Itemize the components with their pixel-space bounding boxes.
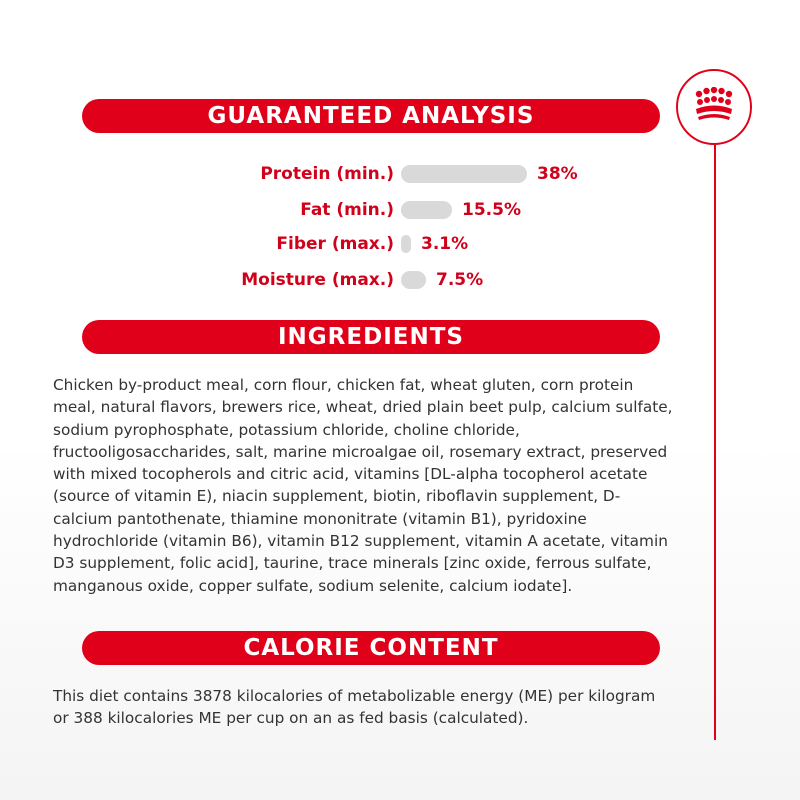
analysis-label: Moisture (max.) <box>241 270 394 290</box>
analysis-bar <box>401 165 527 183</box>
analysis-value: 38% <box>537 164 578 184</box>
analysis-row <box>0 268 800 292</box>
analysis-row <box>0 162 800 186</box>
section-title: INGREDIENTS <box>278 324 464 350</box>
crown-icon <box>692 87 736 127</box>
analysis-row <box>0 232 800 256</box>
analysis-value: 3.1% <box>421 234 469 254</box>
ingredients-text: Chicken by-product meal, corn flour, chicken fat, wheat gluten, corn protein meal, natural flavors, brewers rice, wheat, dried plain beet pulp, calcium sulfate, sodium pyrophosphate, potassium chloride, choline chloride, fructooligosaccharides, salt, marine microalgae oil, rosemary extract, preserved with mixed tocopherols and citric acid, vitamins [DL-alpha tocopherol acetate (source of vitamin E), niacin supplement, biotin, riboflavin supplement, D-calcium pantothenate, thiamine mononitrate (vitamin B1), pyridoxine hydrochloride (vitamin B6), vitamin B12 supplement, vitamin A acetate, vitamin D3 supplement, folic acid], taurine, trace minerals [zinc oxide, ferrous sulfate, manganous oxide, copper sulfate, sodium selenite, calcium iodate]. <box>53 376 673 595</box>
analysis-bar <box>401 235 411 253</box>
section-title: CALORIE CONTENT <box>243 635 499 661</box>
section-title: GUARANTEED ANALYSIS <box>207 103 535 129</box>
analysis-label: Fat (min.) <box>300 200 394 220</box>
analysis-label: Protein (min.) <box>260 164 394 184</box>
analysis-label: Fiber (max.) <box>276 234 394 254</box>
ingredients-header <box>82 320 660 354</box>
analysis-value: 15.5% <box>462 200 521 220</box>
calorie-content-header <box>82 631 660 665</box>
calorie-content-text: This diet contains 3878 kilocalories of metabolizable energy (ME) per kilogram or 388 kilocalories ME per cup on an as fed basis (calculated). <box>53 687 656 728</box>
analysis-bar <box>401 201 452 219</box>
analysis-value: 7.5% <box>436 270 484 290</box>
guaranteed-analysis-header <box>82 99 660 133</box>
analysis-bar <box>401 271 426 289</box>
analysis-row <box>0 198 800 222</box>
brand-logo <box>676 69 752 145</box>
